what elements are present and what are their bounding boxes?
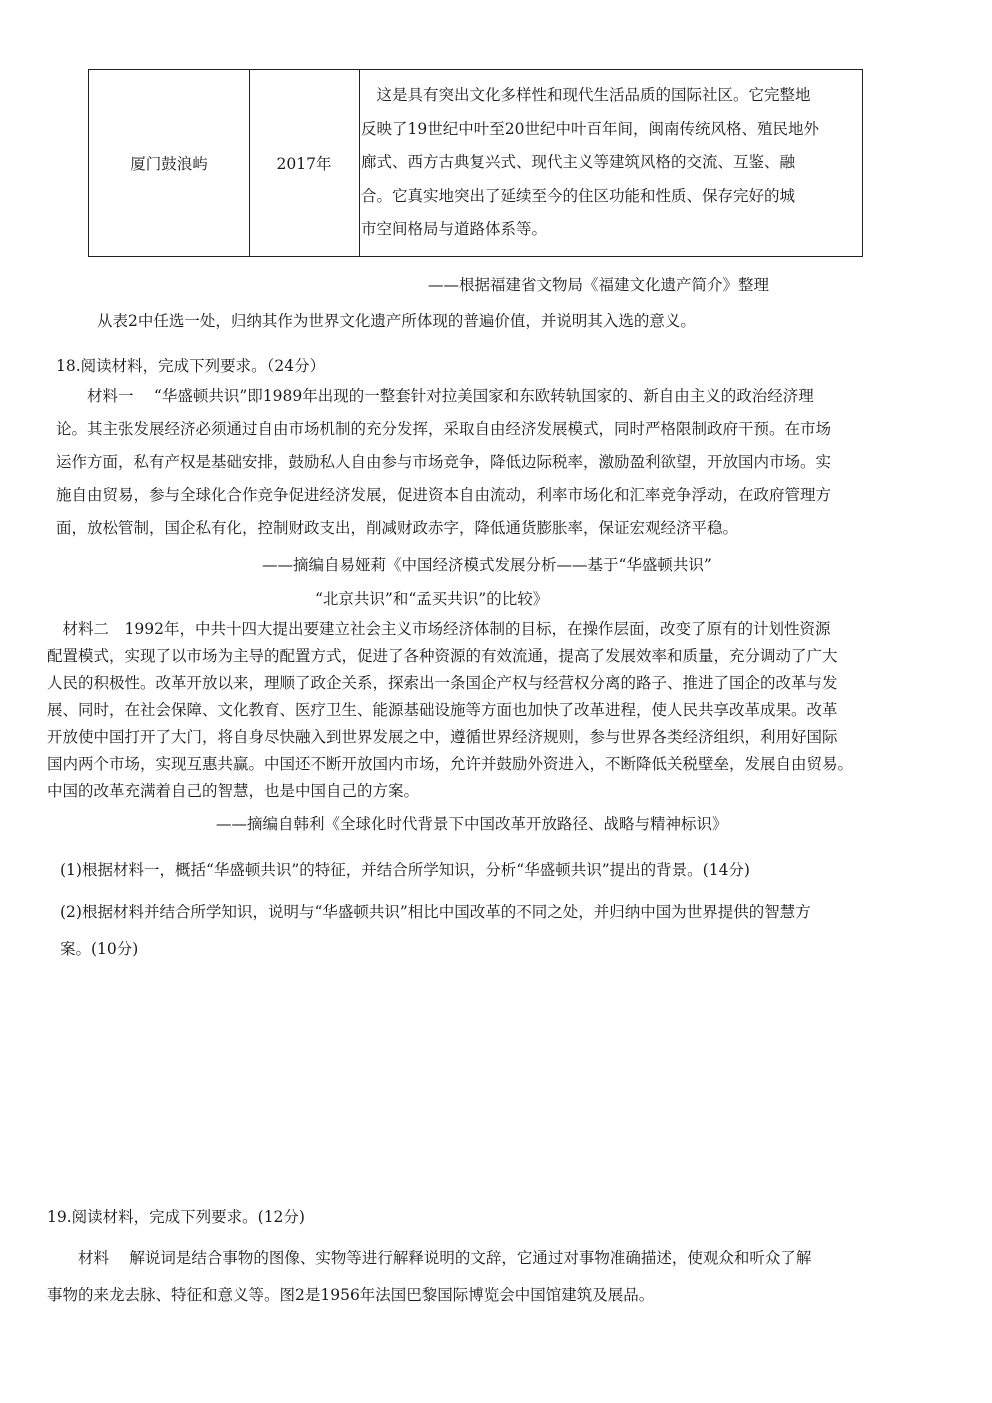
description-line: 市空间格局与道路体系等。 xyxy=(361,220,548,238)
description-line: 反映了19世纪中叶至20世纪中叶百年间，闽南传统风格、殖民地外 xyxy=(361,119,819,138)
material-line: 材料 解说词是结合事物的图像、实物等进行解释说明的文辞，它通过对事物准确描述，使观众和听众了解 xyxy=(47,1249,812,1267)
table-cell-site xyxy=(89,70,249,256)
table-cell-year xyxy=(249,70,359,256)
material1-source-line2: “北京共识”和“孟买共识”的比较》 xyxy=(315,590,549,608)
q18-heading: 18.阅读材料，完成下列要求。（24分） xyxy=(56,357,326,375)
q19-heading: 19.阅读材料，完成下列要求。(12分) xyxy=(47,1208,305,1226)
site-name: 厦门鼓浪屿 xyxy=(130,155,208,173)
material-line: 运作方面，私有产权是基础安排，鼓励私人自由参与市场竞争，降低边际税率，激励盈利欲望，开放国内市场。实 xyxy=(56,453,832,471)
material-line: 材料一 “华盛顿共识”即1989年出现的一整套针对拉美国家和东欧转轨国家的、新自由主义的政治经济理 xyxy=(56,387,814,405)
material-line: 人民的积极性。改革开放以来，理顺了政企关系，探索出一条国企产权与经营权分离的路子、推进了国企的改革与发 xyxy=(47,674,838,692)
q19-material xyxy=(47,1240,811,1314)
table-divider xyxy=(359,70,360,256)
inscription-year: 2017年 xyxy=(276,155,332,173)
material-line: 配置模式，实现了以市场为主导的配置方式，促进了各种资源的有效流通，提高了发展效率和质量，充分调动了广大 xyxy=(47,647,838,665)
q17-task: 从表2中任选一处，归纳其作为世界文化遗产所体现的普遍价值，并说明其入选的意义。 xyxy=(97,312,696,330)
material-line: 展、同时，在社会保障、文化教育、医疗卫生、能源基础设施等方面也加快了改革进程，使人民共享改革成果。改革 xyxy=(47,701,838,719)
material-line: 论。其主张发展经济必须通过自由市场机制的充分发挥，采取自由经济发展模式，同时严格限制政府干预。在市场 xyxy=(56,420,832,438)
q18-material1 xyxy=(56,380,831,545)
description-line: 合。它真实地突出了延续至今的住区功能和性质、保存完好的城 xyxy=(361,186,796,205)
material-line: 材料二 1992年，中共十四大提出要建立社会主义市场经济体制的目标，在操作层面，改变了原有的计划性资源 xyxy=(47,620,831,638)
material-line: 事物的来龙去脉、特征和意义等。图2是1956年法国巴黎国际博览会中国馆建筑及展品。 xyxy=(47,1286,655,1304)
material-line: 中国的改革充满着自己的智慧，也是中国自己的方案。 xyxy=(47,782,420,800)
q18-task2-line1: (2)根据材料并结合所学知识，说明与“华盛顿共识”相比中国改革的不同之处，并归纳中国为世界提供的智慧方 xyxy=(60,903,811,921)
description-line: 这是具有突出文化多样性和现代生活品质的国际社区。它完整地 xyxy=(361,86,811,104)
material1-source-line1: ——摘编自易娅莉《中国经济模式发展分析——基于“华盛顿共识” xyxy=(262,556,712,574)
q18-task1: (1)根据材料一，概括“华盛顿共识”的特征，并结合所学知识，分析“华盛顿共识”提出的背景。(14分) xyxy=(60,861,750,879)
material-line: 施自由贸易，参与全球化合作竞争促进经济发展，促进资本自由流动，利率市场化和汇率竞争浮动，在政府管理方 xyxy=(56,486,832,504)
heritage-table xyxy=(88,69,863,257)
q18-task2-line2: 案。(10分) xyxy=(60,940,139,958)
table-source: ——根据福建省文物局《福建文化遗产简介》整理 xyxy=(428,276,770,294)
material-line: 面，放松管制，国企私有化，控制财政支出，削减财政赤字，降低通货膨胀率，保证宏观经济平稳。 xyxy=(56,519,739,537)
material-line: 开放使中国打开了大门，将自身尽快融入到世界发展之中，遵循世界经济规则，参与世界各类经济组织，利用好国际 xyxy=(47,728,838,746)
material2-source: ——摘编自韩利《全球化时代背景下中国改革开放路径、战略与精神标识》 xyxy=(216,815,728,833)
table-cell-description xyxy=(361,79,861,247)
material-line: 国内两个市场，实现互惠共赢。中国还不断开放国内市场，允许并鼓励外资进入，不断降低关税壁垒，发展自由贸易。 xyxy=(47,755,854,773)
description-line: 廊式、西方古典复兴式、现代主义等建筑风格的交流、互鉴、融 xyxy=(361,153,796,171)
q18-material2 xyxy=(47,616,853,805)
